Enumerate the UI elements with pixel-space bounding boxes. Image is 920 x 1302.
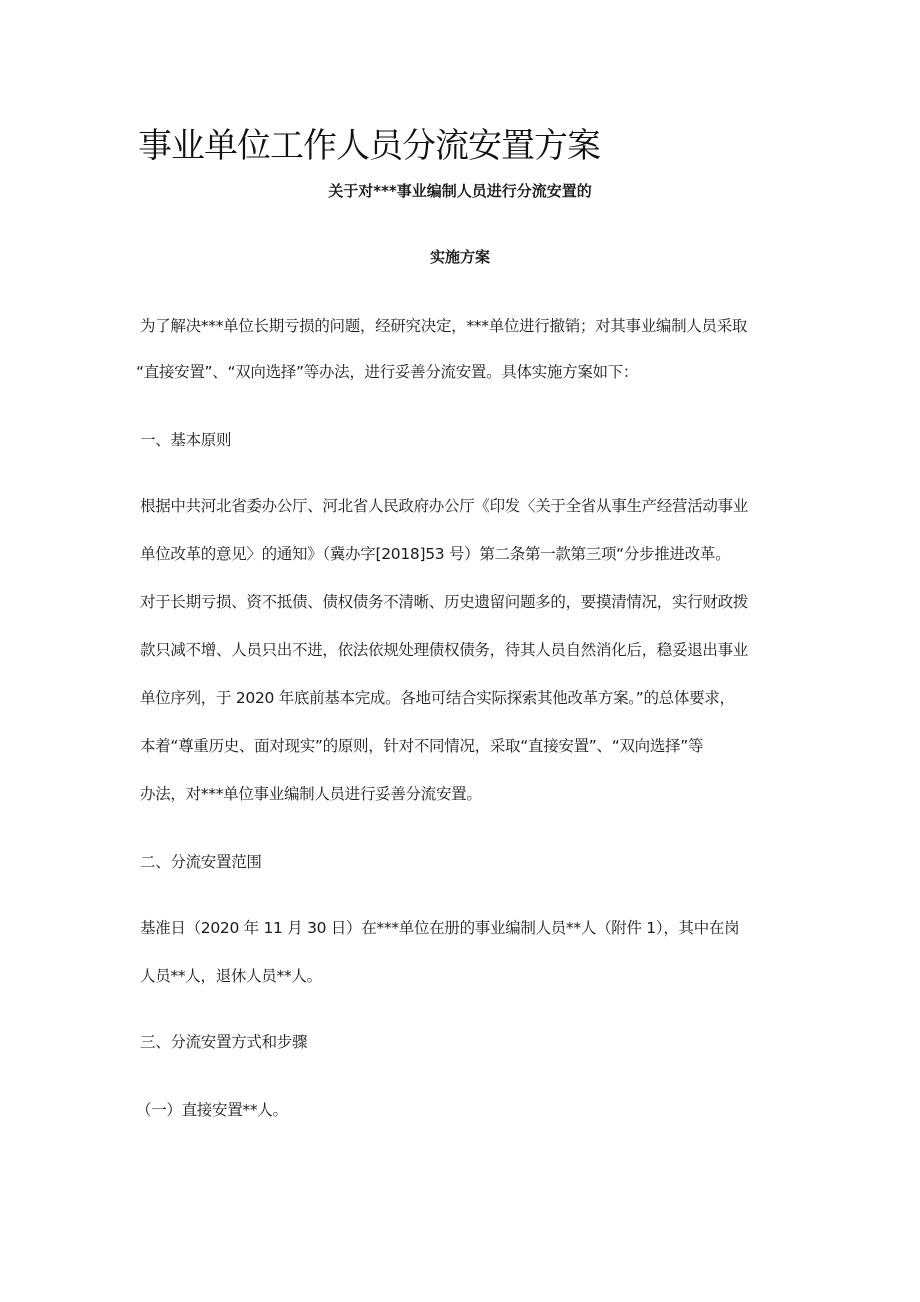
paragraph-line: 人员**人，退休人员**人。 [140, 967, 322, 985]
paragraph-line: 单位序列，于 2020 年底前基本完成。各地可结合实际探索其他改革方案。”的总体要求， [140, 689, 735, 707]
intro-line: “直接安置”、“双向选择”等办法，进行妥善分流安置。具体实施方案如下： [136, 363, 639, 381]
paragraph-line: 根据中共河北省委办公厅、河北省人民政府办公厅《印发〈关于全省从事生产经营活动事业 [140, 497, 749, 515]
subtitle-line-2: 实施方案 [429, 248, 490, 266]
intro-line: 为了解决***单位长期亏损的问题，经研究决定，***单位进行撤销；对其事业编制人员采取 [140, 317, 748, 335]
section-heading: 三、分流安置方式和步骤 [140, 1033, 308, 1051]
subtitle-line-1: 关于对***事业编制人员进行分流安置的 [328, 182, 592, 200]
paragraph-line: 基准日（2020 年 11 月 30 日）在***单位在册的事业编制人员**人（附件 1），其中在岗 [140, 919, 740, 937]
paragraph-line: 单位改革的意见〉的通知》（冀办字[2018]53 号）第二条第一款第三项“分步推进改革。 [140, 545, 731, 563]
document-title: 事业单位工作人员分流安置方案 [138, 126, 600, 166]
section-heading: 二、分流安置范围 [140, 853, 262, 871]
paragraph-line: 办法，对***单位事业编制人员进行妥善分流安置。 [140, 785, 482, 803]
paragraph-line: 本着“尊重历史、面对现实”的原则，针对不同情况，采取“直接安置”、“双向选择”等 [140, 737, 704, 755]
section-heading: 一、基本原则 [140, 431, 232, 449]
paragraph-line: 对于长期亏损、资不抵债、债权债务不清晰、历史遗留问题多的，要摸清情况，实行财政拨 [140, 593, 749, 611]
list-item: （一）直接安置**人。 [136, 1101, 288, 1119]
paragraph-line: 款只减不增、人员只出不进，依法依规处理债权债务，待其人员自然消化后，稳妥退出事业 [140, 641, 749, 659]
